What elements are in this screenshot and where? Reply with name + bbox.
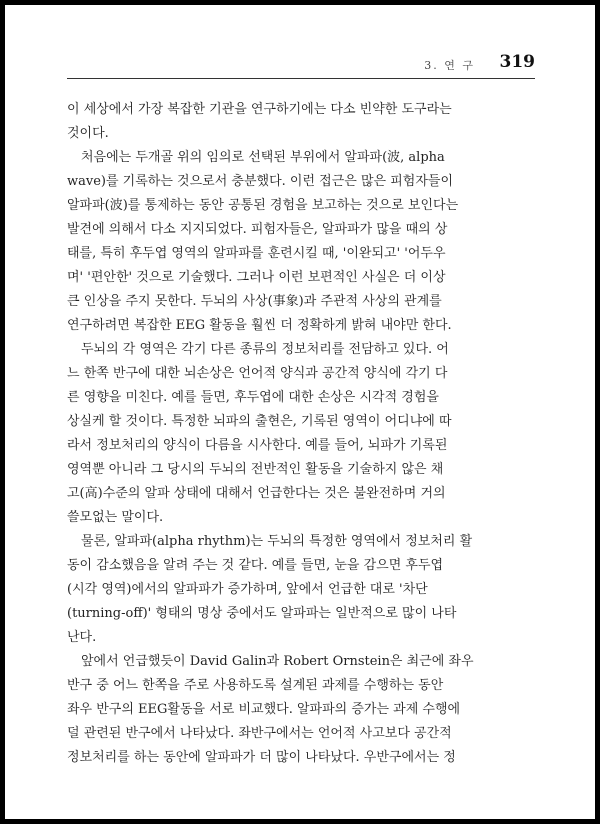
paragraph-3: 두뇌의 각 영역은 각기 다른 종류의 정보처리를 전담하고 있다. 어 느 한쪽 반구에 대한 뇌손상은 언어적 양식과 공간적 양식에 각기 다 른 영향을 미친다. 예를 들면, 후두엽에 대한 손상은 시각적 경험을 상실케 할 것이다. 특정한 뇌파의 출현은, 기록된 영역이 어디냐에 따 라서 정보처리의 양식이 다름을 시사한다. 예를 들어, 뇌파가 기록된 영역뿐 아니라 그 당시의 두뇌의 전반적인 활동을 기술하지 않은 채 고(高)수준의 알파 상태에 대해서 언급한다는 것은 불완전하며 거의 쓸모없는 말이다.: [67, 342, 452, 525]
body-text: [67, 98, 535, 770]
section-label: 3. 연 구: [424, 59, 475, 72]
page-number: 319: [499, 52, 535, 72]
paragraph-2: 처음에는 두개골 위의 임의로 선택된 부위에서 알파파(波, alpha wave)를 기록하는 것으로서 충분했다. 이런 접근은 많은 피험자들이 알파파(波)를 통제하는 동안 공통된 경험을 보고하는 것으로 보인다는 발견에 의해서 다소 지지되었다. 피험자들은, 알파파가 많을 때의 상 태를, 특히 후두엽 영역의 알파파를 훈련시킬 때, '이완되고' '어두우 며' '편안한' 것으로 기술했다. 그러나 이런 보편적인 사실은 더 이상 큰 인상을 주지 못한다. 두뇌의 사상(事象)과 주관적 사상의 관계를 연구하려면 복잡한 EEG 활동을 훨씬 더 정확하게 밝혀 내야만 한다.: [67, 150, 459, 333]
paragraph-5: 앞에서 언급했듯이 David Galin과 Robert Ornstein은 최근에 좌우 반구 중 어느 한쪽을 주로 사용하도록 설계된 과제를 수행하는 동안 좌우 반구의 EEG활동을 서로 비교했다. 알파파의 증가는 과제 수행에 덜 관련된 반구에서 나타났다. 좌반구에서는 언어적 사고보다 공간적 정보처리를 하는 동안에 알파파가 더 많이 나타났다. 우반구에서는 정: [67, 654, 474, 765]
book-page: [5, 5, 595, 819]
paragraph-1: 이 세상에서 가장 복잡한 기관을 연구하기에는 다소 빈약한 도구라는 것이다.: [67, 102, 452, 141]
running-header: [67, 50, 535, 79]
paragraph-4: 물론, 알파파(alpha rhythm)는 두뇌의 특정한 영역에서 정보처리 활 동이 감소했음을 알려 주는 것 같다. 예를 들면, 눈을 감으면 후두엽 (시각 영역)에서의 알파파가 증가하며, 앞에서 언급한 대로 '차단 (turning-off)' 형태의 명상 중에서도 알파파는 일반적으로 많이 나타 난다.: [67, 534, 473, 645]
